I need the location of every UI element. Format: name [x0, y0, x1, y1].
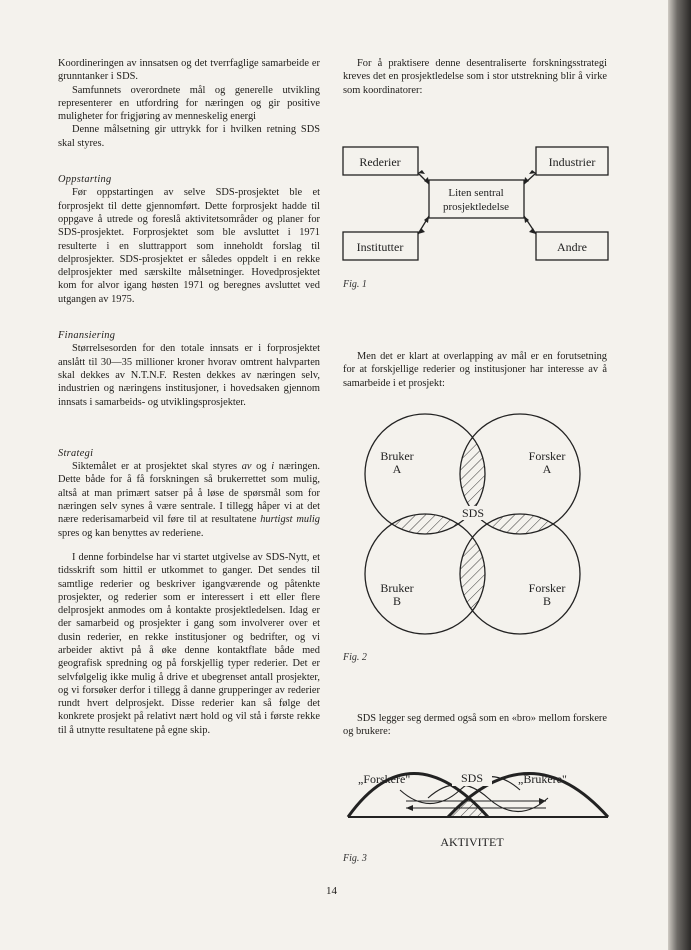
- paragraph: Denne målsetning gir uttrykk for i hvilken retning SDS skal styres.: [58, 124, 320, 149]
- figure-2-venn-diagram: [340, 412, 615, 667]
- emphasis: av: [241, 461, 252, 473]
- label-center-line1: Liten sentral: [448, 187, 504, 199]
- paragraph: SDS legger seg dermed også som en «bro» mellom forskere og brukere:: [343, 713, 607, 738]
- paragraph: Før oppstartingen av selve SDS-prosjektet ble et forprosjekt til dette gjennomført. Dette forprosjekt hadde til oppgave å utrede og foreslå aktivitetsområder og planer for SDS-prosjektet. Forprosjektet som ble avsluttet i 1971 resulterte i en sluttrapport som inneholdt forslag til delprosjekter. SDS-prosjektet er således oppdelt i en rekke delprosjekter med særskilte målsetninger. Hovedprosjektet kom for alvor igang høsten 1971 og beregnes avsluttet ved utgangen av 1975.: [58, 187, 320, 305]
- page-number: 14: [326, 885, 337, 897]
- label-andre: Andre: [557, 240, 587, 254]
- label-sds-center: SDS: [461, 506, 485, 520]
- left-column: [58, 57, 320, 737]
- section-heading-finansiering: Finansiering: [58, 330, 116, 342]
- paragraph: I denne forbindelse har vi startet utgivelse av SDS-Nytt, et tidsskrift som hittil er utkommet to ganger. Det sendes til samtlige rederier og beskriver igangværende og påtenkte prosjekter, og rederier som er interessert i ett eller flere delprosjekt anmodes om å kontakte prosjektledelsen. Idag er der samarbeid og prosjekter i gang som involverer over et dusin rederier, en rekke institusjoner og bedrifter, og vi arbeider aktivt på å øke denne kontaktflate både med geografisk spredning og på forskjellig typer rederier. Det er selvfølgelig ikke mulig å drive et ubegrenset antall prosjekter, og vi forsøker derfor i tillegg å danne grupperinger av rederier rundt hvert delprosjekt. Disse rederier kan så følge det konkrete prosjekt på relativt nært hold og vil stå i første rekke til å utnytte resultatene på egne skip.: [58, 551, 320, 736]
- label-forsker-b-line2: B: [542, 594, 552, 608]
- text-run: Siktemålet er at prosjektet skal styres: [72, 461, 242, 473]
- label-institutter: Institutter: [356, 240, 404, 254]
- section-heading-strategi: Strategi: [58, 447, 94, 459]
- paragraph: Samfunnets overordnete mål og generelle utvikling representerer en utfordring for næringen og gir positive muligheter for frigjøring av menneskelig energi: [58, 84, 320, 123]
- text-run: spres og kan benyttes av rederiene.: [58, 527, 204, 539]
- figure-2-caption: Fig. 2: [343, 652, 367, 663]
- label-center-line2: prosjektledelse: [443, 201, 509, 213]
- figure-3-caption: Fig. 3: [343, 853, 367, 864]
- label-forsker-b-line1: Forsker: [528, 581, 566, 595]
- label-bruker-a-line1: Bruker: [380, 449, 414, 463]
- scan-edge-shadow: [668, 0, 691, 950]
- paragraph: [58, 460, 320, 540]
- right-column-low: [343, 712, 607, 739]
- emphasis: i: [271, 461, 275, 473]
- paragraph: For å praktisere denne desentraliserte forskningsstrategi kreves det en prosjektledelse som i stor utstrekning blir å virke som koordinatorer:: [343, 58, 607, 96]
- label-bruker-b-line2: B: [392, 594, 402, 608]
- label-sds: SDS: [460, 771, 484, 785]
- label-forsker-a-line2: A: [542, 462, 552, 476]
- label-forskere: „Forskere": [358, 772, 411, 786]
- paragraph: Men det er klart at overlapping av mål er en forutsetning for at forskjellige rederier og institusjoner har interesse av å samarbeide i et prosjekt:: [343, 351, 607, 389]
- text-run: og: [251, 461, 272, 473]
- figure-3-bridge-diagram: [340, 750, 615, 868]
- emphasis: hurtigst mulig: [260, 514, 320, 526]
- right-column-mid: [343, 350, 607, 390]
- label-rederier: Rederier: [359, 155, 401, 169]
- label-bruker-b-line1: Bruker: [380, 581, 414, 595]
- paragraph: Størrelsesorden for den totale innsats er i forprosjektet anslått til 30—35 millioner kroner hvorav omtrent halvparten skal dekkes av N.T.N.F. Resten dekkes av næringen selv, industrien og næringens institusjoner, i hovedsaken gjennom innsats i samarbeids- og utviklingsprosjekter.: [58, 343, 320, 408]
- figure-1-diagram: [340, 140, 615, 300]
- section-heading-oppstarting: Oppstarting: [58, 174, 112, 186]
- right-column: [343, 57, 607, 97]
- label-forsker-a-line1: Forsker: [528, 449, 566, 463]
- label-aktivitet: AKTIVITET: [440, 835, 504, 849]
- paragraph: Koordineringen av innsatsen og det tverrfaglige samarbeide er grunntanker i SDS.: [58, 58, 320, 83]
- figure-1-caption: Fig. 1: [343, 279, 367, 290]
- label-bruker-a-line2: A: [392, 462, 402, 476]
- label-industrier: Industrier: [548, 155, 596, 169]
- label-brukere: „Brukere": [518, 772, 567, 786]
- text-run: næringen. Dette både for å få forskningen så brukerrettet som mulig, altså at man primært satser på å løse de spørsmål som for næringen selv synes å være sentrale. I tillegg håper vi at det nære rederisamarbeid vil føre til at resultatene: [58, 461, 320, 526]
